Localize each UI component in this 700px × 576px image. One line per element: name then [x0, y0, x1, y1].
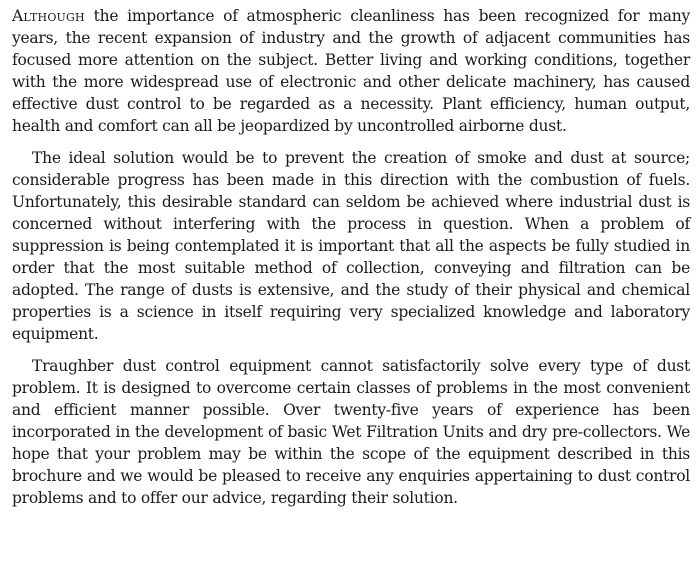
paragraph-1-text: the importance of atmospheric cleanliness has been recognized for many years, the recent expansion of industry and the growth of adjacent communities has focused more attention on the subject. Better living and working conditions, together with the more widespread use of electronic and other delicate machinery, has caused effective dust control to be regarded as a necessity. Plant efficiency, human output, health and comfort can all be jeopardized by uncontrolled airborne dust.	[12, 7, 690, 135]
document-body	[12, 5, 690, 509]
paragraph-1	[12, 5, 690, 137]
paragraph-3	[12, 355, 690, 509]
paragraph-2-text: The ideal solution would be to prevent the creation of smoke and dust at source; considerable progress has been made in this direction with the combustion of fuels. Unfortunately, this desirable standard can seldom be achieved where industrial dust is concerned without interfering with the process in question. When a problem of suppression is being contemplated it is important that all the aspects be fully studied in order that the most suitable method of collection, conveying and filtration can be adopted. The range of dusts is extensive, and the study of their physical and chemical properties is a science in itself requiring very specialized knowledge and laboratory equipment.	[12, 149, 690, 343]
paragraph-1-lead-word: Although	[12, 7, 85, 25]
paragraph-3-text: Traughber dust control equipment cannot satisfactorily solve every type of dust problem. It is designed to overcome certain classes of problems in the most convenient and efficient manner possible. Over twenty-five years of experience has been incorporated in the development of basic Wet Filtration Units and dry pre-collectors. We hope that your problem may be within the scope of the equipment described in this brochure and we would be pleased to receive any enquiries appertaining to dust control problems and to offer our advice, regarding their solution.	[12, 357, 690, 507]
paragraph-2	[12, 147, 690, 345]
